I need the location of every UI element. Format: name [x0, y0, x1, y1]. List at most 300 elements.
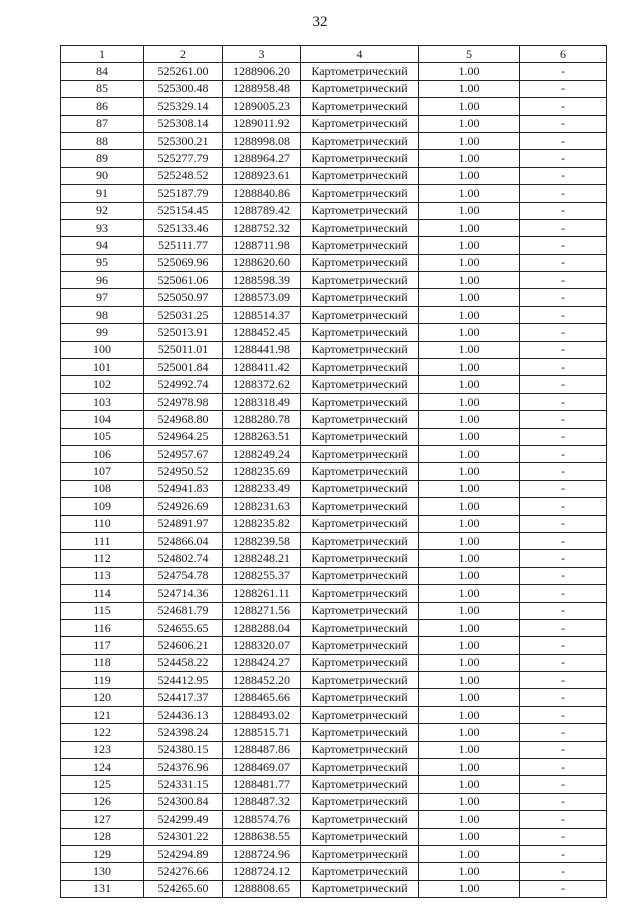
description-cell: - — [520, 550, 607, 567]
point-number-cell: 129 — [61, 845, 144, 862]
method-cell: Картометрический — [301, 672, 419, 689]
table-row — [61, 689, 607, 706]
description-cell: - — [520, 341, 607, 358]
method-cell: Картометрический — [301, 828, 419, 845]
accuracy-cell: 1.00 — [419, 254, 520, 271]
x-coordinate-cell: 524301.22 — [144, 828, 223, 845]
point-number-cell: 122 — [61, 724, 144, 741]
description-cell: - — [520, 654, 607, 671]
table-row — [61, 359, 607, 376]
table-row — [61, 115, 607, 132]
x-coordinate-cell: 525011.01 — [144, 341, 223, 358]
y-coordinate-cell: 1288441.98 — [223, 341, 301, 358]
x-coordinate-cell: 525050.97 — [144, 289, 223, 306]
accuracy-cell: 1.00 — [419, 880, 520, 897]
accuracy-cell: 1.00 — [419, 863, 520, 880]
x-coordinate-cell: 524941.83 — [144, 480, 223, 497]
point-number-cell: 121 — [61, 706, 144, 723]
table-row — [61, 567, 607, 584]
point-number-cell: 87 — [61, 115, 144, 132]
description-cell: - — [520, 480, 607, 497]
column-header-2: 2 — [144, 46, 223, 63]
x-coordinate-cell: 524950.52 — [144, 463, 223, 480]
accuracy-cell: 1.00 — [419, 828, 520, 845]
point-number-cell: 116 — [61, 619, 144, 636]
table-row — [61, 706, 607, 723]
y-coordinate-cell: 1288233.49 — [223, 480, 301, 497]
accuracy-cell: 1.00 — [419, 98, 520, 115]
point-number-cell: 110 — [61, 515, 144, 532]
x-coordinate-cell: 524398.24 — [144, 724, 223, 741]
x-coordinate-cell: 524992.74 — [144, 376, 223, 393]
point-number-cell: 130 — [61, 863, 144, 880]
y-coordinate-cell: 1288515.71 — [223, 724, 301, 741]
x-coordinate-cell: 525300.48 — [144, 80, 223, 97]
table-row — [61, 445, 607, 462]
method-cell: Картометрический — [301, 585, 419, 602]
x-coordinate-cell: 524957.67 — [144, 445, 223, 462]
point-number-cell: 84 — [61, 63, 144, 80]
table-row — [61, 776, 607, 793]
method-cell: Картометрический — [301, 98, 419, 115]
description-cell: - — [520, 428, 607, 445]
point-number-cell: 123 — [61, 741, 144, 758]
point-number-cell: 93 — [61, 219, 144, 236]
table-row — [61, 202, 607, 219]
method-cell: Картометрический — [301, 324, 419, 341]
point-number-cell: 120 — [61, 689, 144, 706]
y-coordinate-cell: 1288493.02 — [223, 706, 301, 723]
x-coordinate-cell: 524714.36 — [144, 585, 223, 602]
x-coordinate-cell: 524964.25 — [144, 428, 223, 445]
point-number-cell: 128 — [61, 828, 144, 845]
accuracy-cell: 1.00 — [419, 532, 520, 549]
x-coordinate-cell: 525069.96 — [144, 254, 223, 271]
y-coordinate-cell: 1288288.04 — [223, 619, 301, 636]
accuracy-cell: 1.00 — [419, 759, 520, 776]
y-coordinate-cell: 1288318.49 — [223, 393, 301, 410]
x-coordinate-cell: 524412.95 — [144, 672, 223, 689]
accuracy-cell: 1.00 — [419, 150, 520, 167]
description-cell: - — [520, 272, 607, 289]
table-row — [61, 863, 607, 880]
method-cell: Картометрический — [301, 393, 419, 410]
table-row — [61, 237, 607, 254]
point-number-cell: 127 — [61, 811, 144, 828]
description-cell: - — [520, 254, 607, 271]
column-header-5: 5 — [419, 46, 520, 63]
accuracy-cell: 1.00 — [419, 237, 520, 254]
table-row — [61, 672, 607, 689]
page-number: 32 — [312, 14, 328, 30]
table-row — [61, 759, 607, 776]
point-number-cell: 111 — [61, 532, 144, 549]
method-cell: Картометрический — [301, 63, 419, 80]
x-coordinate-cell: 524458.22 — [144, 654, 223, 671]
accuracy-cell: 1.00 — [419, 845, 520, 862]
method-cell: Картометрический — [301, 289, 419, 306]
x-coordinate-cell: 524606.21 — [144, 637, 223, 654]
method-cell: Картометрический — [301, 376, 419, 393]
accuracy-cell: 1.00 — [419, 811, 520, 828]
y-coordinate-cell: 1288598.39 — [223, 272, 301, 289]
table-row — [61, 515, 607, 532]
description-cell: - — [520, 185, 607, 202]
accuracy-cell: 1.00 — [419, 376, 520, 393]
table-row — [61, 724, 607, 741]
table-row — [61, 167, 607, 184]
x-coordinate-cell: 524866.04 — [144, 532, 223, 549]
x-coordinate-cell: 524300.84 — [144, 793, 223, 810]
method-cell: Картометрический — [301, 306, 419, 323]
method-cell: Картометрический — [301, 341, 419, 358]
point-number-cell: 107 — [61, 463, 144, 480]
table-row — [61, 254, 607, 271]
method-cell: Картометрический — [301, 132, 419, 149]
x-coordinate-cell: 524978.98 — [144, 393, 223, 410]
accuracy-cell: 1.00 — [419, 132, 520, 149]
description-cell: - — [520, 724, 607, 741]
accuracy-cell: 1.00 — [419, 341, 520, 358]
x-coordinate-cell: 524681.79 — [144, 602, 223, 619]
description-cell: - — [520, 359, 607, 376]
method-cell: Картометрический — [301, 863, 419, 880]
description-cell: - — [520, 150, 607, 167]
method-cell: Картометрический — [301, 793, 419, 810]
point-number-cell: 92 — [61, 202, 144, 219]
description-cell: - — [520, 741, 607, 758]
y-coordinate-cell: 1288487.86 — [223, 741, 301, 758]
x-coordinate-cell: 525248.52 — [144, 167, 223, 184]
y-coordinate-cell: 1288724.12 — [223, 863, 301, 880]
method-cell: Картометрический — [301, 480, 419, 497]
accuracy-cell: 1.00 — [419, 393, 520, 410]
table-row — [61, 880, 607, 897]
x-coordinate-cell: 524436.13 — [144, 706, 223, 723]
y-coordinate-cell: 1288481.77 — [223, 776, 301, 793]
table-row — [61, 63, 607, 80]
table-row — [61, 393, 607, 410]
point-number-cell: 131 — [61, 880, 144, 897]
accuracy-cell: 1.00 — [419, 724, 520, 741]
y-coordinate-cell: 1288906.20 — [223, 63, 301, 80]
x-coordinate-cell: 524417.37 — [144, 689, 223, 706]
x-coordinate-cell: 524294.89 — [144, 845, 223, 862]
x-coordinate-cell: 524380.15 — [144, 741, 223, 758]
description-cell: - — [520, 880, 607, 897]
description-cell: - — [520, 237, 607, 254]
accuracy-cell: 1.00 — [419, 741, 520, 758]
point-number-cell: 101 — [61, 359, 144, 376]
description-cell: - — [520, 306, 607, 323]
point-number-cell: 126 — [61, 793, 144, 810]
method-cell: Картометрический — [301, 498, 419, 515]
x-coordinate-cell: 525154.45 — [144, 202, 223, 219]
table-row — [61, 845, 607, 862]
description-cell: - — [520, 515, 607, 532]
method-cell: Картометрический — [301, 515, 419, 532]
y-coordinate-cell: 1288840.86 — [223, 185, 301, 202]
table-row — [61, 324, 607, 341]
method-cell: Картометрический — [301, 150, 419, 167]
description-cell: - — [520, 63, 607, 80]
table-row — [61, 289, 607, 306]
point-number-cell: 85 — [61, 80, 144, 97]
table-row — [61, 498, 607, 515]
accuracy-cell: 1.00 — [419, 80, 520, 97]
table-row — [61, 585, 607, 602]
table-row — [61, 219, 607, 236]
x-coordinate-cell: 524968.80 — [144, 411, 223, 428]
y-coordinate-cell: 1288249.24 — [223, 445, 301, 462]
method-cell: Картометрический — [301, 359, 419, 376]
point-number-cell: 103 — [61, 393, 144, 410]
description-cell: - — [520, 498, 607, 515]
y-coordinate-cell: 1288320.07 — [223, 637, 301, 654]
method-cell: Картометрический — [301, 254, 419, 271]
x-coordinate-cell: 525133.46 — [144, 219, 223, 236]
table-row — [61, 602, 607, 619]
description-cell: - — [520, 411, 607, 428]
table-row — [61, 428, 607, 445]
table-row — [61, 619, 607, 636]
point-number-cell: 90 — [61, 167, 144, 184]
description-cell: - — [520, 463, 607, 480]
accuracy-cell: 1.00 — [419, 550, 520, 567]
description-cell: - — [520, 672, 607, 689]
y-coordinate-cell: 1289011.92 — [223, 115, 301, 132]
method-cell: Картометрический — [301, 880, 419, 897]
description-cell: - — [520, 532, 607, 549]
description-cell: - — [520, 219, 607, 236]
table-row — [61, 306, 607, 323]
method-cell: Картометрический — [301, 845, 419, 862]
table-header-row — [61, 46, 607, 63]
accuracy-cell: 1.00 — [419, 654, 520, 671]
y-coordinate-cell: 1288724.96 — [223, 845, 301, 862]
description-cell: - — [520, 445, 607, 462]
y-coordinate-cell: 1288271.56 — [223, 602, 301, 619]
table-row — [61, 637, 607, 654]
x-coordinate-cell: 524754.78 — [144, 567, 223, 584]
table-row — [61, 132, 607, 149]
x-coordinate-cell: 524299.49 — [144, 811, 223, 828]
description-cell: - — [520, 567, 607, 584]
x-coordinate-cell: 524802.74 — [144, 550, 223, 567]
y-coordinate-cell: 1289005.23 — [223, 98, 301, 115]
accuracy-cell: 1.00 — [419, 706, 520, 723]
point-number-cell: 125 — [61, 776, 144, 793]
y-coordinate-cell: 1288789.42 — [223, 202, 301, 219]
description-cell: - — [520, 80, 607, 97]
method-cell: Картометрический — [301, 759, 419, 776]
description-cell: - — [520, 602, 607, 619]
description-cell: - — [520, 585, 607, 602]
description-cell: - — [520, 115, 607, 132]
accuracy-cell: 1.00 — [419, 602, 520, 619]
point-number-cell: 91 — [61, 185, 144, 202]
y-coordinate-cell: 1288465.66 — [223, 689, 301, 706]
table-row — [61, 341, 607, 358]
x-coordinate-cell: 525031.25 — [144, 306, 223, 323]
description-cell: - — [520, 845, 607, 862]
description-cell: - — [520, 619, 607, 636]
table-row — [61, 480, 607, 497]
method-cell: Картометрический — [301, 654, 419, 671]
y-coordinate-cell: 1288235.82 — [223, 515, 301, 532]
point-number-cell: 108 — [61, 480, 144, 497]
table-row — [61, 376, 607, 393]
table-row — [61, 793, 607, 810]
x-coordinate-cell: 525277.79 — [144, 150, 223, 167]
x-coordinate-cell: 525013.91 — [144, 324, 223, 341]
description-cell: - — [520, 811, 607, 828]
table-row — [61, 532, 607, 549]
x-coordinate-cell: 525111.77 — [144, 237, 223, 254]
description-cell: - — [520, 132, 607, 149]
accuracy-cell: 1.00 — [419, 428, 520, 445]
method-cell: Картометрический — [301, 272, 419, 289]
y-coordinate-cell: 1288452.45 — [223, 324, 301, 341]
x-coordinate-cell: 524265.60 — [144, 880, 223, 897]
y-coordinate-cell: 1288638.55 — [223, 828, 301, 845]
y-coordinate-cell: 1288958.48 — [223, 80, 301, 97]
y-coordinate-cell: 1288752.32 — [223, 219, 301, 236]
table-row — [61, 550, 607, 567]
y-coordinate-cell: 1288469.07 — [223, 759, 301, 776]
point-number-cell: 88 — [61, 132, 144, 149]
method-cell: Картометрический — [301, 428, 419, 445]
y-coordinate-cell: 1288923.61 — [223, 167, 301, 184]
point-number-cell: 95 — [61, 254, 144, 271]
point-number-cell: 114 — [61, 585, 144, 602]
method-cell: Картометрический — [301, 550, 419, 567]
y-coordinate-cell: 1288808.65 — [223, 880, 301, 897]
y-coordinate-cell: 1288231.63 — [223, 498, 301, 515]
y-coordinate-cell: 1288411.42 — [223, 359, 301, 376]
accuracy-cell: 1.00 — [419, 411, 520, 428]
method-cell: Картометрический — [301, 411, 419, 428]
method-cell: Картометрический — [301, 619, 419, 636]
accuracy-cell: 1.00 — [419, 463, 520, 480]
column-header-3: 3 — [223, 46, 301, 63]
x-coordinate-cell: 524276.66 — [144, 863, 223, 880]
y-coordinate-cell: 1288263.51 — [223, 428, 301, 445]
method-cell: Картометрический — [301, 463, 419, 480]
point-number-cell: 89 — [61, 150, 144, 167]
description-cell: - — [520, 376, 607, 393]
accuracy-cell: 1.00 — [419, 585, 520, 602]
table-row — [61, 411, 607, 428]
point-number-cell: 104 — [61, 411, 144, 428]
x-coordinate-cell: 525061.06 — [144, 272, 223, 289]
y-coordinate-cell: 1288711.98 — [223, 237, 301, 254]
x-coordinate-cell: 525308.14 — [144, 115, 223, 132]
y-coordinate-cell: 1288514.37 — [223, 306, 301, 323]
method-cell: Картометрический — [301, 637, 419, 654]
y-coordinate-cell: 1288239.58 — [223, 532, 301, 549]
description-cell: - — [520, 167, 607, 184]
point-number-cell: 124 — [61, 759, 144, 776]
table-row — [61, 741, 607, 758]
y-coordinate-cell: 1288255.37 — [223, 567, 301, 584]
x-coordinate-cell: 524655.65 — [144, 619, 223, 636]
point-number-cell: 109 — [61, 498, 144, 515]
accuracy-cell: 1.00 — [419, 793, 520, 810]
point-number-cell: 115 — [61, 602, 144, 619]
table-row — [61, 828, 607, 845]
accuracy-cell: 1.00 — [419, 359, 520, 376]
description-cell: - — [520, 706, 607, 723]
coordinates-table — [60, 45, 607, 898]
point-number-cell: 113 — [61, 567, 144, 584]
accuracy-cell: 1.00 — [419, 324, 520, 341]
point-number-cell: 118 — [61, 654, 144, 671]
x-coordinate-cell: 524376.96 — [144, 759, 223, 776]
table-row — [61, 185, 607, 202]
point-number-cell: 102 — [61, 376, 144, 393]
accuracy-cell: 1.00 — [419, 672, 520, 689]
accuracy-cell: 1.00 — [419, 689, 520, 706]
accuracy-cell: 1.00 — [419, 306, 520, 323]
description-cell: - — [520, 324, 607, 341]
description-cell: - — [520, 776, 607, 793]
description-cell: - — [520, 289, 607, 306]
x-coordinate-cell: 525329.14 — [144, 98, 223, 115]
accuracy-cell: 1.00 — [419, 637, 520, 654]
method-cell: Картометрический — [301, 532, 419, 549]
point-number-cell: 119 — [61, 672, 144, 689]
description-cell: - — [520, 759, 607, 776]
table-row — [61, 463, 607, 480]
point-number-cell: 112 — [61, 550, 144, 567]
method-cell: Картометрический — [301, 80, 419, 97]
method-cell: Картометрический — [301, 219, 419, 236]
accuracy-cell: 1.00 — [419, 219, 520, 236]
column-header-6: 6 — [520, 46, 607, 63]
method-cell: Картометрический — [301, 811, 419, 828]
point-number-cell: 105 — [61, 428, 144, 445]
accuracy-cell: 1.00 — [419, 115, 520, 132]
point-number-cell: 98 — [61, 306, 144, 323]
y-coordinate-cell: 1288964.27 — [223, 150, 301, 167]
accuracy-cell: 1.00 — [419, 445, 520, 462]
method-cell: Картометрический — [301, 115, 419, 132]
point-number-cell: 97 — [61, 289, 144, 306]
y-coordinate-cell: 1288235.69 — [223, 463, 301, 480]
method-cell: Картометрический — [301, 741, 419, 758]
x-coordinate-cell: 525261.00 — [144, 63, 223, 80]
description-cell: - — [520, 393, 607, 410]
accuracy-cell: 1.00 — [419, 498, 520, 515]
point-number-cell: 100 — [61, 341, 144, 358]
x-coordinate-cell: 525001.84 — [144, 359, 223, 376]
point-number-cell: 96 — [61, 272, 144, 289]
point-number-cell: 94 — [61, 237, 144, 254]
y-coordinate-cell: 1288620.60 — [223, 254, 301, 271]
table-body — [61, 63, 607, 898]
x-coordinate-cell: 525300.21 — [144, 132, 223, 149]
description-cell: - — [520, 637, 607, 654]
table-row — [61, 80, 607, 97]
y-coordinate-cell: 1288487.32 — [223, 793, 301, 810]
method-cell: Картометрический — [301, 776, 419, 793]
accuracy-cell: 1.00 — [419, 515, 520, 532]
accuracy-cell: 1.00 — [419, 619, 520, 636]
y-coordinate-cell: 1288280.78 — [223, 411, 301, 428]
table-row — [61, 811, 607, 828]
x-coordinate-cell: 524331.15 — [144, 776, 223, 793]
